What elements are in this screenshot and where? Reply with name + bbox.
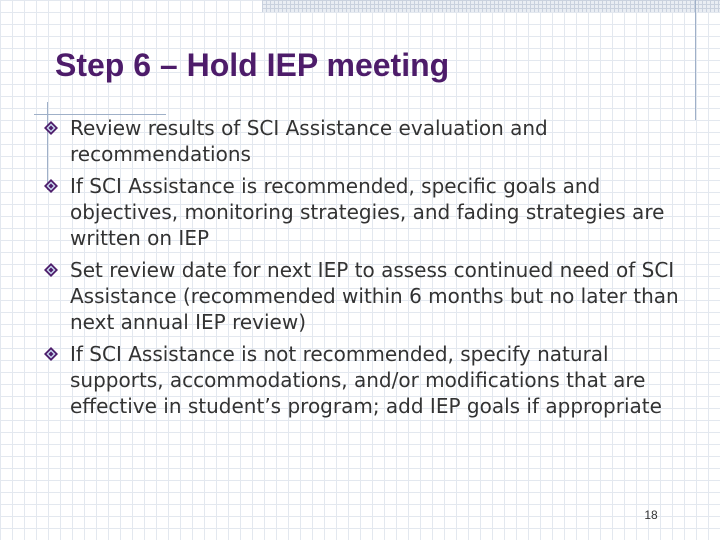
bullet-item <box>0 341 688 419</box>
bullet-item <box>0 173 688 251</box>
bullet-text: Review results of SCI Assistance evaluation and recommendations <box>70 116 548 166</box>
page-number: 18 <box>644 508 658 522</box>
diamond-bullet-icon <box>44 179 58 193</box>
diamond-bullet-icon <box>44 263 58 277</box>
bullet-text: If SCI Assistance is recommended, specific goals and objectives, monitoring strategies, and fading strategies are written on IEP <box>70 174 665 250</box>
diamond-bullet-icon <box>44 121 58 135</box>
slide-title: Step 6 – Hold IEP meeting <box>55 47 450 83</box>
bullet-list <box>0 115 720 425</box>
bullet-text: If SCI Assistance is not recommended, specify natural supports, accommodations, and/or modifications that are effective in student’s program; add IEP goals if appropriate <box>70 342 662 418</box>
right-decorative-rule <box>695 0 696 120</box>
diamond-bullet-icon <box>44 347 58 361</box>
bullet-item <box>0 257 688 335</box>
bullet-item <box>0 115 688 167</box>
bullet-text: Set review date for next IEP to assess continued need of SCI Assistance (recommended within 6 months but no later than next annual IEP review) <box>70 258 679 334</box>
top-decorative-band <box>262 0 720 12</box>
